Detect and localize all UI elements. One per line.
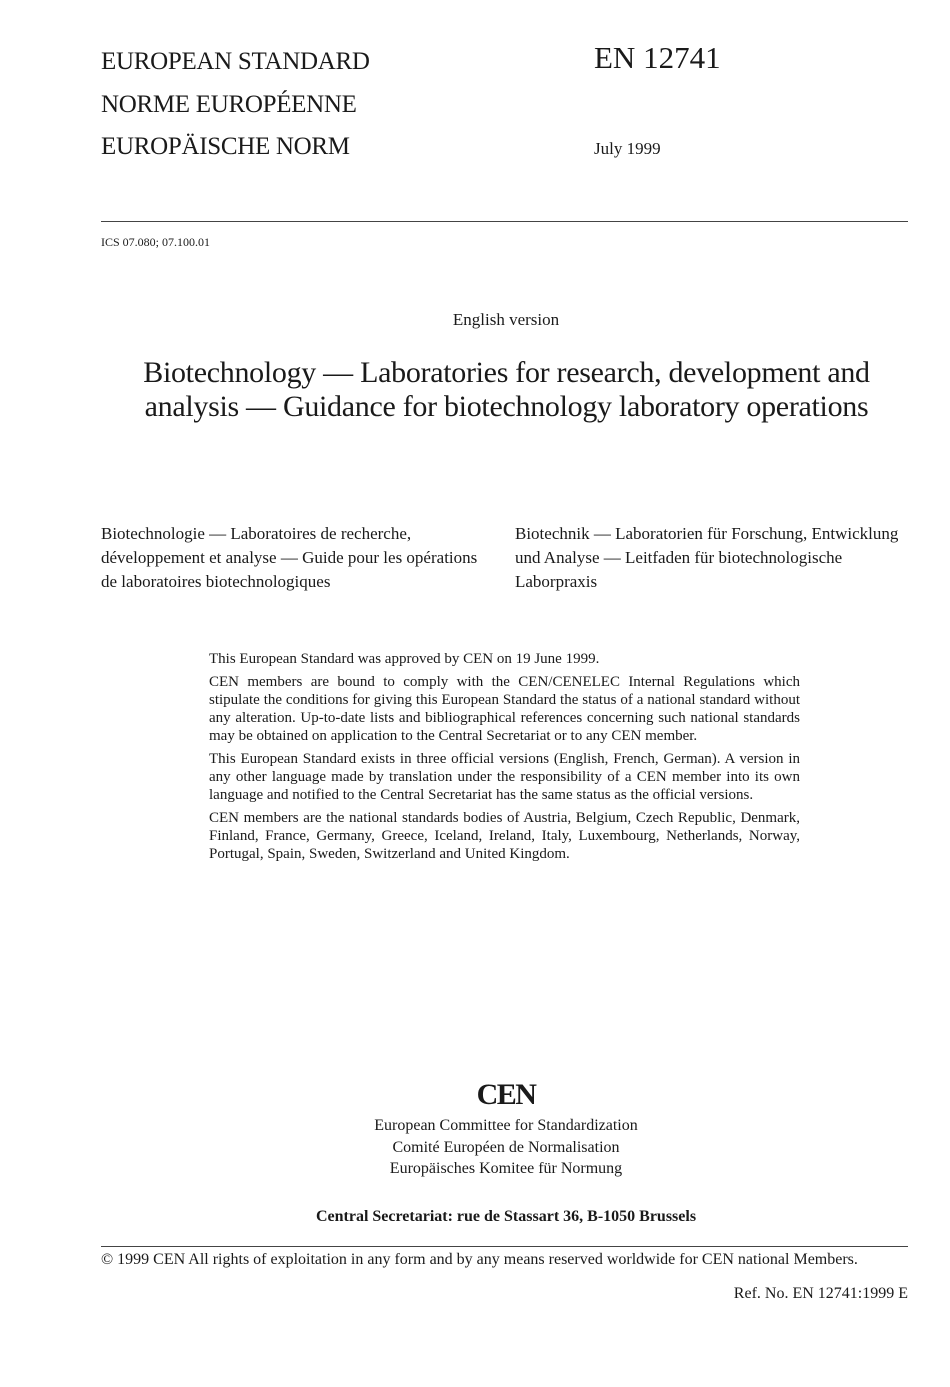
copyright-notice: © 1999 CEN All rights of exploitation in any form and by any means reserved worldwide for CEN national Members. — [101, 1251, 858, 1268]
bottom-divider — [101, 1246, 908, 1247]
approval-paragraph: This European Standard was approved by CEN on 19 June 1999. — [209, 651, 600, 667]
approval-paragraph: CEN members are bound to comply with the CEN/CENELEC Internal Regulations which stipulate the conditions for giving this European Standard the status of a national standard without any alteration. Up-to-date lists and bibliographical references concerning such national standards may be obtained on application to the Central Secretariat or to any CEN member. — [209, 674, 800, 744]
ics-code: ICS 07.080; 07.100.01 — [101, 235, 211, 249]
standard-number: EN 12741 — [594, 40, 721, 75]
cen-name-english: European Committee for Standardization — [374, 1117, 638, 1134]
cen-logo: CEN — [476, 1078, 536, 1111]
cen-name-german: Europäisches Komitee für Normung — [389, 1160, 623, 1177]
cen-name-french: Comité Européen de Normalisation — [392, 1139, 620, 1156]
document-title: Biotechnology — Laboratories for research, development and analysis — Guidance for biotechnology laboratory operations — [143, 356, 870, 423]
language-version: English version — [452, 310, 560, 329]
approval-paragraph: This European Standard exists in three official versions (English, French, German). A version in any other language made by translation under the responsibility of a CEN member into its own language and notified to the Central Secretariat has the same status as the official versions. — [209, 751, 800, 803]
reference-number: Ref. No. EN 12741:1999 E — [733, 1285, 908, 1302]
publication-date: July 1999 — [594, 139, 661, 158]
top-divider — [101, 221, 908, 222]
approval-notice — [209, 650, 800, 868]
standard-name-german: EUROPÄISCHE NORM — [101, 133, 350, 160]
standard-name-english: EUROPEAN STANDARD — [101, 48, 370, 75]
secretariat-address: Central Secretariat: rue de Stassart 36, B-1050 Brussels — [315, 1208, 697, 1225]
approval-paragraph: CEN members are the national standards bodies of Austria, Belgium, Czech Republic, Denmark, Finland, France, Germany, Greece, Iceland, Ireland, Italy, Luxembourg, Netherlands, Norway, Portugal, Spain, Sweden, Switzerland and United Kingdom. — [209, 810, 800, 862]
french-title: Biotechnologie — Laboratoires de recherche, développement et analyse — Guide pour les opérations de laboratoires biotechnologiques — [101, 524, 478, 591]
standard-name-french: NORME EUROPÉENNE — [101, 91, 357, 118]
german-title: Biotechnik — Laboratorien für Forschung, Entwicklung und Analyse — Leitfaden für biotechnologische Laborpraxis — [515, 524, 899, 591]
